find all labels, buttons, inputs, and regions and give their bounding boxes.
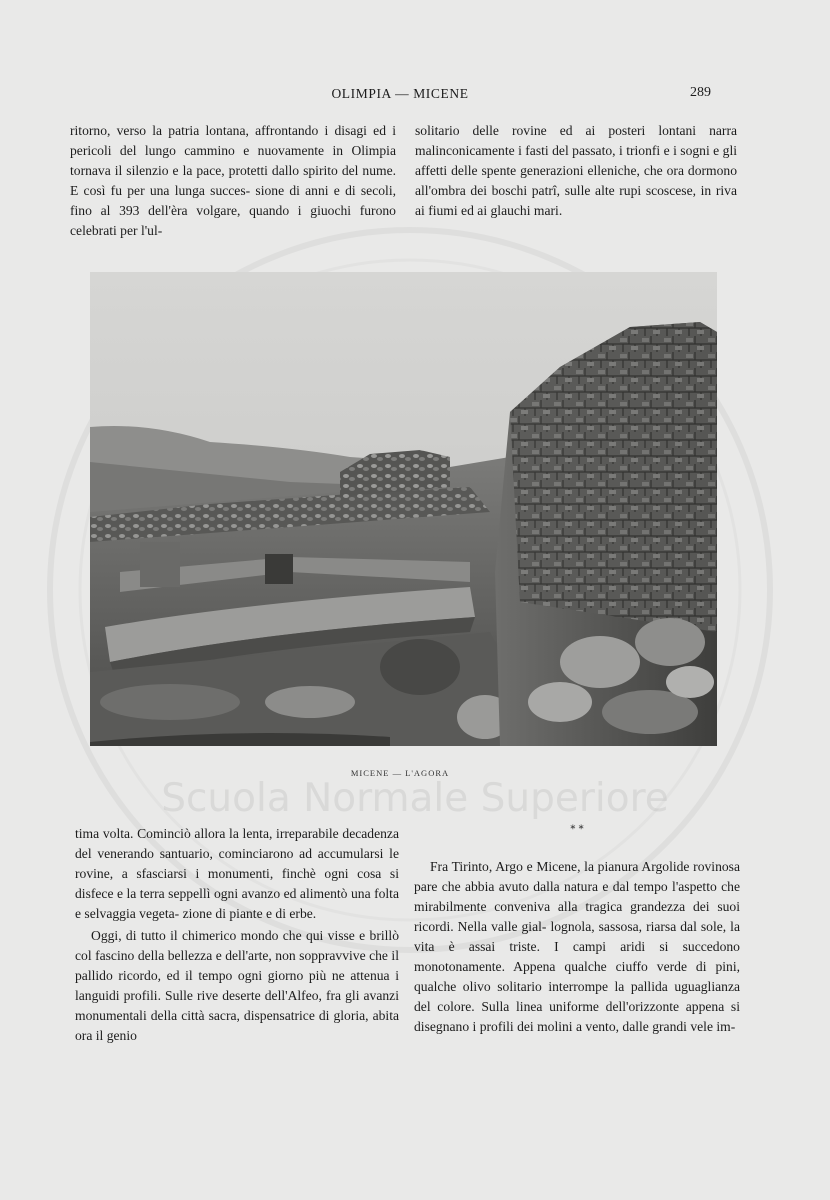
text-line: ritorno, verso la patria lontana, affrontando i disagi: [70, 123, 367, 138]
text-line: malinconicamente i fasti del passato, i trionfi e i: [415, 143, 677, 158]
text-line: spirito del nume. E così fu per una lunga succes-: [70, 163, 397, 198]
text-line: lognola, sassosa, riarsa dal sole, la vita è assai triste.: [414, 919, 740, 954]
section-break-asterism: * *: [570, 824, 584, 835]
text-line: mari.: [533, 203, 563, 218]
text-line: deserte dell'Alfeo, fra gli avanzi monumentali della: [75, 988, 399, 1023]
text-line: Oggi, di tutto il chimerico mondo che qui visse e: [91, 928, 366, 943]
text-line: I campi aridi si succedono monotonamente. Appena: [414, 939, 740, 974]
paragraph: [75, 926, 399, 1046]
running-head: OLIMPIA — MICENE: [331, 86, 469, 101]
paragraph: [75, 824, 399, 924]
text-line: finchè ogni cosa si disfece e la terra seppellì ogni: [75, 866, 399, 901]
text-line: qualche ciuffo verde di pini, qualche olivo solitario: [414, 959, 741, 994]
text-line: ad accumularsi le rovine, a sfasciarsi i monumenti,: [75, 846, 399, 881]
text-line: avanzo ed alimentò una folta e selvaggia vegeta-: [75, 886, 399, 921]
photograph-ruins-icon: [90, 272, 717, 746]
text-line: ed i pericoli del lungo cammino e nuovamente in: [70, 123, 396, 158]
text-line: i profili dei molini a vento, dalle grandi vele im-: [472, 1019, 736, 1034]
text-line: sogni e gli affetti delle spente generazioni elleniche,: [415, 143, 737, 178]
text-line: solitario delle rovine ed ai posteri lontani narra: [415, 123, 737, 138]
figure-caption: MICENE — L'AGORA: [350, 768, 450, 778]
text-line: interrompe la pallida uguaglianza del colore. Sulla: [414, 979, 741, 1014]
text-line: sione di anni e di secoli, fino al 393 dell'èra: [70, 183, 396, 218]
text-line: tima volta. Cominciò allora la lenta, irreparabile: [75, 826, 339, 841]
paragraph: [70, 121, 396, 241]
paragraph: [415, 121, 737, 221]
text-line: tempo l'aspetto che mirabilmente conveniva alla: [414, 879, 740, 914]
paragraph: [414, 857, 740, 1037]
watermark-text: Scuola Normale Superiore: [161, 776, 669, 821]
text-line: volgare, quando i giuochi furono celebrati per l'ul-: [70, 203, 396, 238]
text-line: alte rupi scoscese, in riva ai fiumi ed ai glauchi: [415, 183, 737, 218]
photograph-plate: [90, 272, 717, 746]
text-line: zione di piante e di erbe.: [182, 906, 317, 921]
text-column-bottom-left: [75, 824, 399, 1046]
text-line: soppravvive che il pallido ricordo, ed il tempo ogni: [75, 948, 399, 983]
text-line: tragica grandezza dei suoi ricordi. Nella valle gial-: [414, 899, 740, 934]
text-line: rovinosa pare che abbia avuto dalla natura e dal: [414, 859, 740, 894]
text-line: città sacra, dispensatrice di gloria, abita ora il genio: [75, 1008, 399, 1043]
text-column-top-right: [415, 121, 737, 221]
text-column-top-left: [70, 121, 396, 241]
text-line: Fra Tirinto, Argo e Micene, la pianura Argolide: [430, 859, 690, 874]
text-line: linea uniforme dell'orizzonte appena si disegnano: [414, 999, 740, 1034]
text-line: che ora dormono all'ombra dei boschi patrî, sulle: [415, 163, 737, 198]
text-line: brillò col fascino della bellezza e dell'arte, non: [75, 928, 399, 963]
page-number: 289: [690, 85, 711, 100]
text-line: decadenza del venerando santuario, cominciarono: [75, 826, 399, 861]
text-line: Olimpia tornava il silenzio e la pace, protetti dallo: [70, 143, 396, 178]
text-line: giorno più ne attenua i languidi profili. Sulle rive: [75, 968, 399, 1003]
text-column-bottom-right: [414, 857, 740, 1037]
